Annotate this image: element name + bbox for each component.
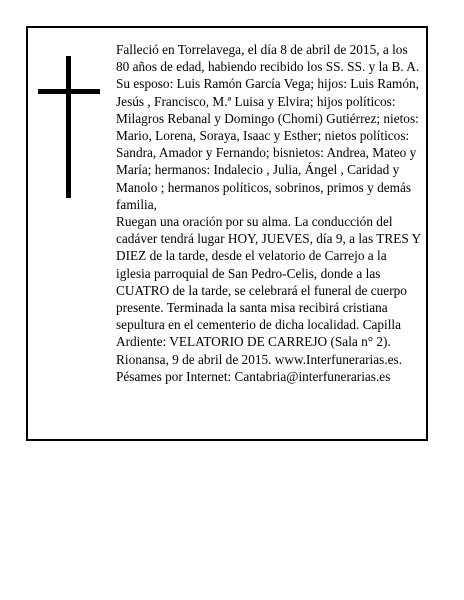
funeral-details: Ruegan una oración por su alma. La conducción del cadáver tendrá lugar HOY, JUEVES, día 9, a las TRES Y DIEZ de la tarde, desde el velatorio de Carrejo a la iglesia parroquial de San Pedro-Celis, donde a las CUATRO de la tarde, se celebrará el funeral de cuerpo presente. Terminada la santa misa recibirá cristiana sepultura en el cementerio de dicha localidad. Capilla Ardiente: VELATORIO DE CARREJO (Sala n° 2). [116, 214, 421, 350]
latin-cross-icon [38, 56, 100, 198]
place-date-contact: Rionansa, 9 de abril de 2015. www.Interfunerarias.es. Pésames por Internet: Cantabria@interfunerarias.es [116, 351, 403, 384]
family-list: Su esposo: Luis Ramón García Vega; hijos: Luis Ramón, Jesús , Francisco, M.ª Luisa y Elvira; hijos políticos: Milagros Rebanal y Domingo (Chomi) Gutiérrez; nietos: Mario, Lorena, Soraya, Isaac y Esther; nietos políticos: Sandra, Amador y Fernando; bisnietos: Andrea, Mateo y María; hermanos: Indalecio , Julia, Ángel , Caridad y Manolo ; hermanos políticos, sobrinos, primos y demás familia, [116, 76, 419, 212]
obituary-notice [26, 26, 428, 441]
death-announcement: Falleció en Torrelavega, el día 8 de abril de 2015, a los 80 años de edad, habiendo recibido los SS. SS. y la B. A. [116, 42, 420, 75]
obituary-text [116, 41, 422, 385]
cross-horizontal-bar [38, 89, 100, 94]
cross-vertical-bar [66, 56, 71, 198]
